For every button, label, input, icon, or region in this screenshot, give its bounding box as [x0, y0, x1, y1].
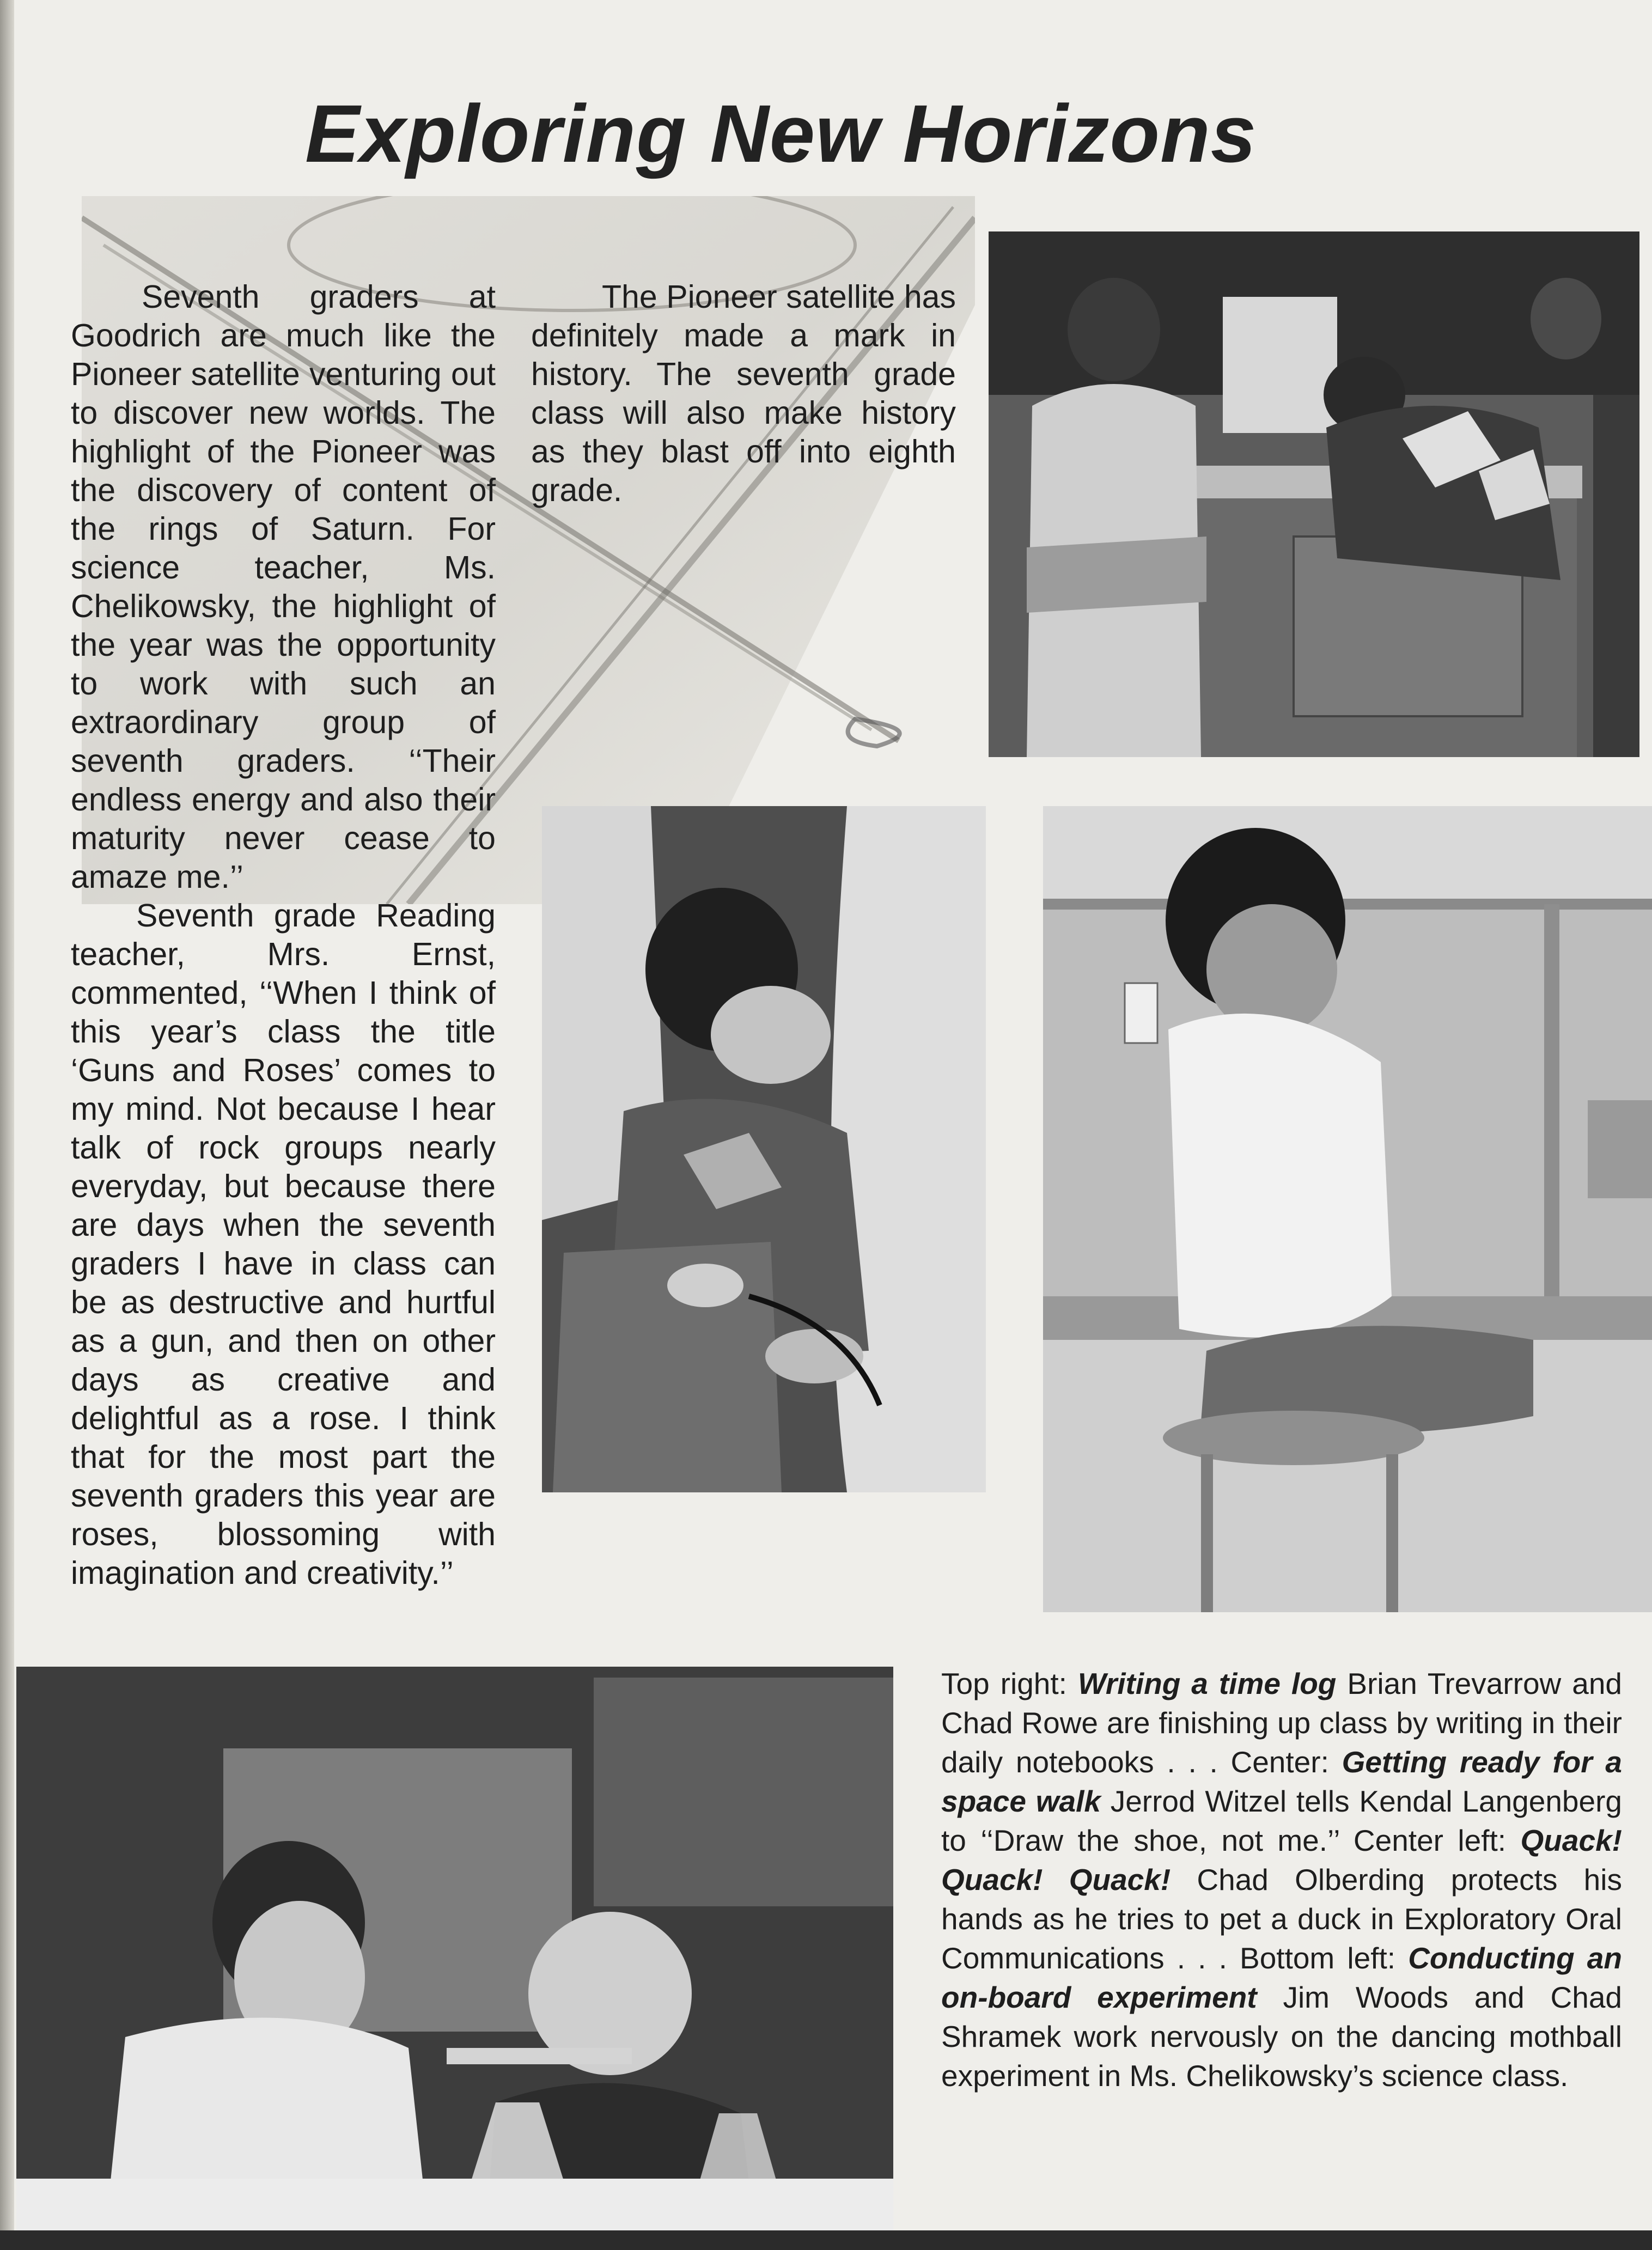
caption-text: Jim Woods and Chad Shramek work nervously on the dancing mothball experiment in Ms. Chelikowsky’s science class.	[941, 1980, 1622, 2093]
story-paragraph: Seventh grade Reading teacher, Mrs. Ernst, commented, ‘‘When I think of this year’s class the title ‘Guns and Roses’ comes to my mind. Not because I hear talk of rock groups nearly everyday, but because there are days when the seventh graders I have in class can be as destructive and hurtful as a gun, and then on other days as creative and delightful as a rose. I think that for the most part the seventh graders this year are roses, blossoming with imagination and creativity.’’	[71, 898, 496, 1591]
page-title: Exploring New Horizons	[305, 88, 1257, 179]
photo-quack-quack	[542, 806, 986, 1492]
caption-title: Conducting an on-board experiment	[941, 1941, 1622, 2014]
caption-title: Writing a time log	[1077, 1667, 1337, 1700]
caption-title: Quack! Quack! Quack!	[941, 1824, 1622, 1897]
story-column-right	[531, 278, 956, 510]
photo-writing-time-log	[989, 231, 1639, 757]
caption-text: Top right:	[941, 1667, 1078, 1700]
photo-space-walk	[1043, 806, 1652, 1612]
photo-on-board-experiment	[16, 1667, 893, 2250]
story-column-left	[71, 278, 496, 1593]
caption-title: Getting ready for a space walk	[941, 1745, 1622, 1818]
story-paragraph: The Pioneer satellite has definitely made a mark in history. The seventh grade class will also make history as they blast off into eighth grade.	[531, 279, 956, 508]
page-binding-edge	[0, 0, 14, 2250]
caption-text: Chad Olberding protects his hands as he tries to pet a duck in Exploratory Oral Communications . . . Bottom left:	[941, 1863, 1622, 1975]
story-paragraph: Seventh graders at Goodrich are much like the Pioneer satellite venturing out to discover new worlds. The highlight of the Pioneer was the discovery of content of the rings of Saturn. For science teacher, Ms. Chelikowsky, the highlight of the year was the opportunity to work with such an extraordinary group of seventh graders. ‘‘Their endless energy and also their maturity never cease to amaze me.’’	[71, 279, 496, 895]
caption-text: Jerrod Witzel tells Kendal Langenberg to ‘‘Draw the shoe, not me.’’ Center left:	[941, 1784, 1623, 1857]
photo-captions	[941, 1664, 1622, 2095]
scan-bottom-edge	[0, 2230, 1652, 2250]
caption-text: Brian Trevarrow and Chad Rowe are finishing up class by writing in their daily notebooks . . . Center:	[941, 1667, 1622, 1779]
